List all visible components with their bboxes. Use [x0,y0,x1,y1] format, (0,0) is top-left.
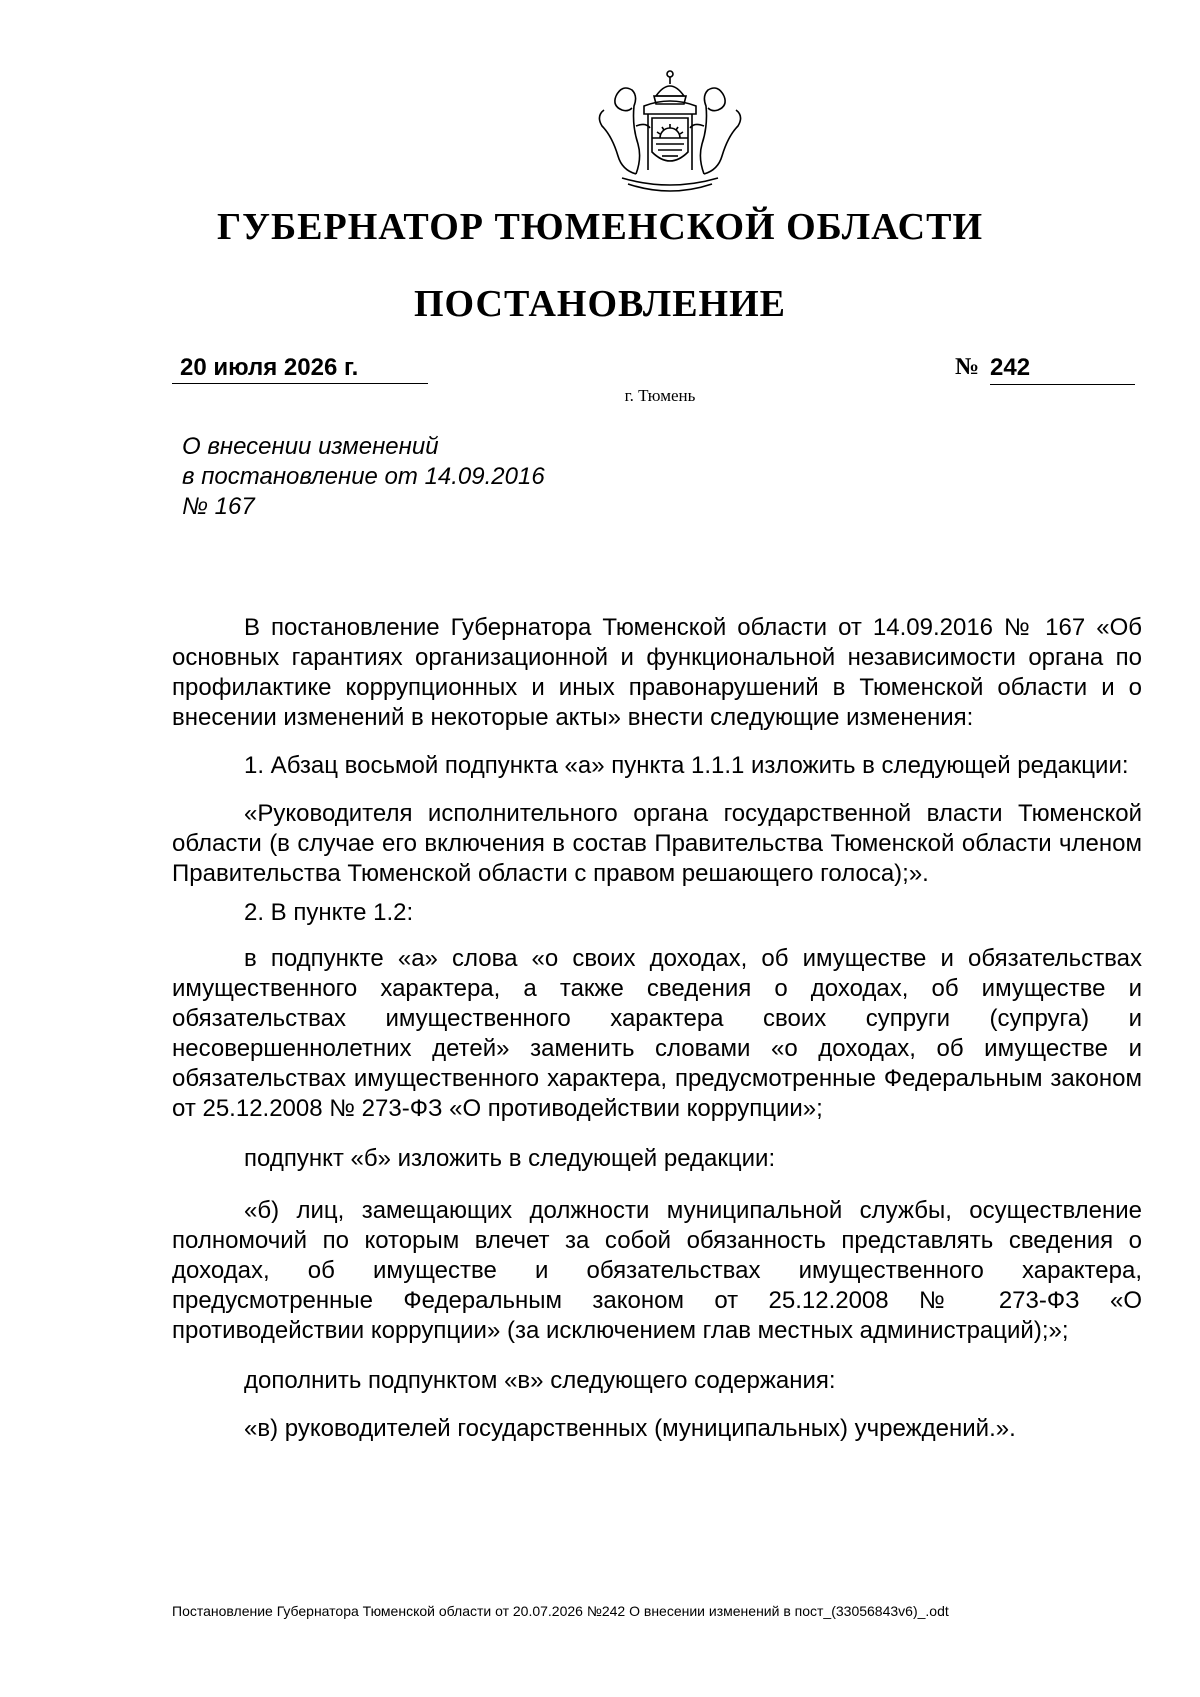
coat-of-arms-icon [592,66,748,198]
subject-line: в постановление от 14.09.2016 [182,463,545,490]
document-body [172,613,1142,1444]
body-paragraph: подпункт «б» изложить в следующей редакции: [244,1145,776,1172]
document-number-label: № [955,354,980,380]
document-footer: Постановление Губернатора Тюменской области от 20.07.2026 №242 О внесении изменений в пост_(33056843v6)_.odt [172,1603,949,1619]
body-paragraph: дополнить подпунктом «в» следующего содержания: [244,1367,836,1394]
body-paragraph: «в) руководителей государственных (муниципальных) учреждений.». [244,1415,1016,1442]
subject-line: О внесении изменений [182,433,439,460]
body-paragraph: В постановление Губернатора Тюменской области от 14.09.2016 № 167 «Об основных гарантиях организационной и функциональной независимости органа по профилактике коррупционных и иных правонарушений в Тюменской области и о внесении изменений в некоторые акты» внести следующие изменения: [172,614,1142,731]
body-paragraph: в подпункте «а» слова «о своих доходах, об имуществе и обязательствах имущественного характера, а также сведения о доходах, об имуществе и обязательствах имущественного характера своих супруги (супруга) и несовершеннолетних детей» заменить словами «о доходах, об имуществе и обязательствах имущественного характера, предусмотренные Федеральным законом от 25.12.2008 № 273-ФЗ «О противодействии коррупции»; [172,945,1142,1122]
document-city: г. Тюмень [624,386,696,405]
document-type-title: ПОСТАНОВЛЕНИЕ [413,283,787,325]
body-paragraph: «б) лиц, замещающих должности муниципальной службы, осуществление полномочий по которым влечет за собой обязанность представлять сведения о доходах, об имуществе и обязательствах имущественного характера, предусмотренные Федеральным законом от 25.12.2008 № 273-ФЗ «О противодействии коррупции» (за исключением глав местных администраций);»; [172,1197,1142,1344]
document-subject [182,432,545,522]
body-paragraph: 1. Абзац восьмой подпункта «а» пункта 1.1.1 изложить в следующей редакции: [244,752,1129,779]
body-paragraph: «Руководителя исполнительного органа государственной власти Тюменской области (в случае его включения в состав Правительства Тюменской области членом Правительства Тюменской области с правом решающего голоса);». [172,800,1142,887]
document-number: 242 [990,354,1135,385]
body-paragraph: 2. В пункте 1.2: [244,899,414,926]
subject-line: № 167 [182,493,255,520]
organization-title: ГУБЕРНАТОР ТЮМЕНСКОЙ ОБЛАСТИ [216,206,984,248]
document-date: 20 июля 2026 г. [172,354,428,384]
